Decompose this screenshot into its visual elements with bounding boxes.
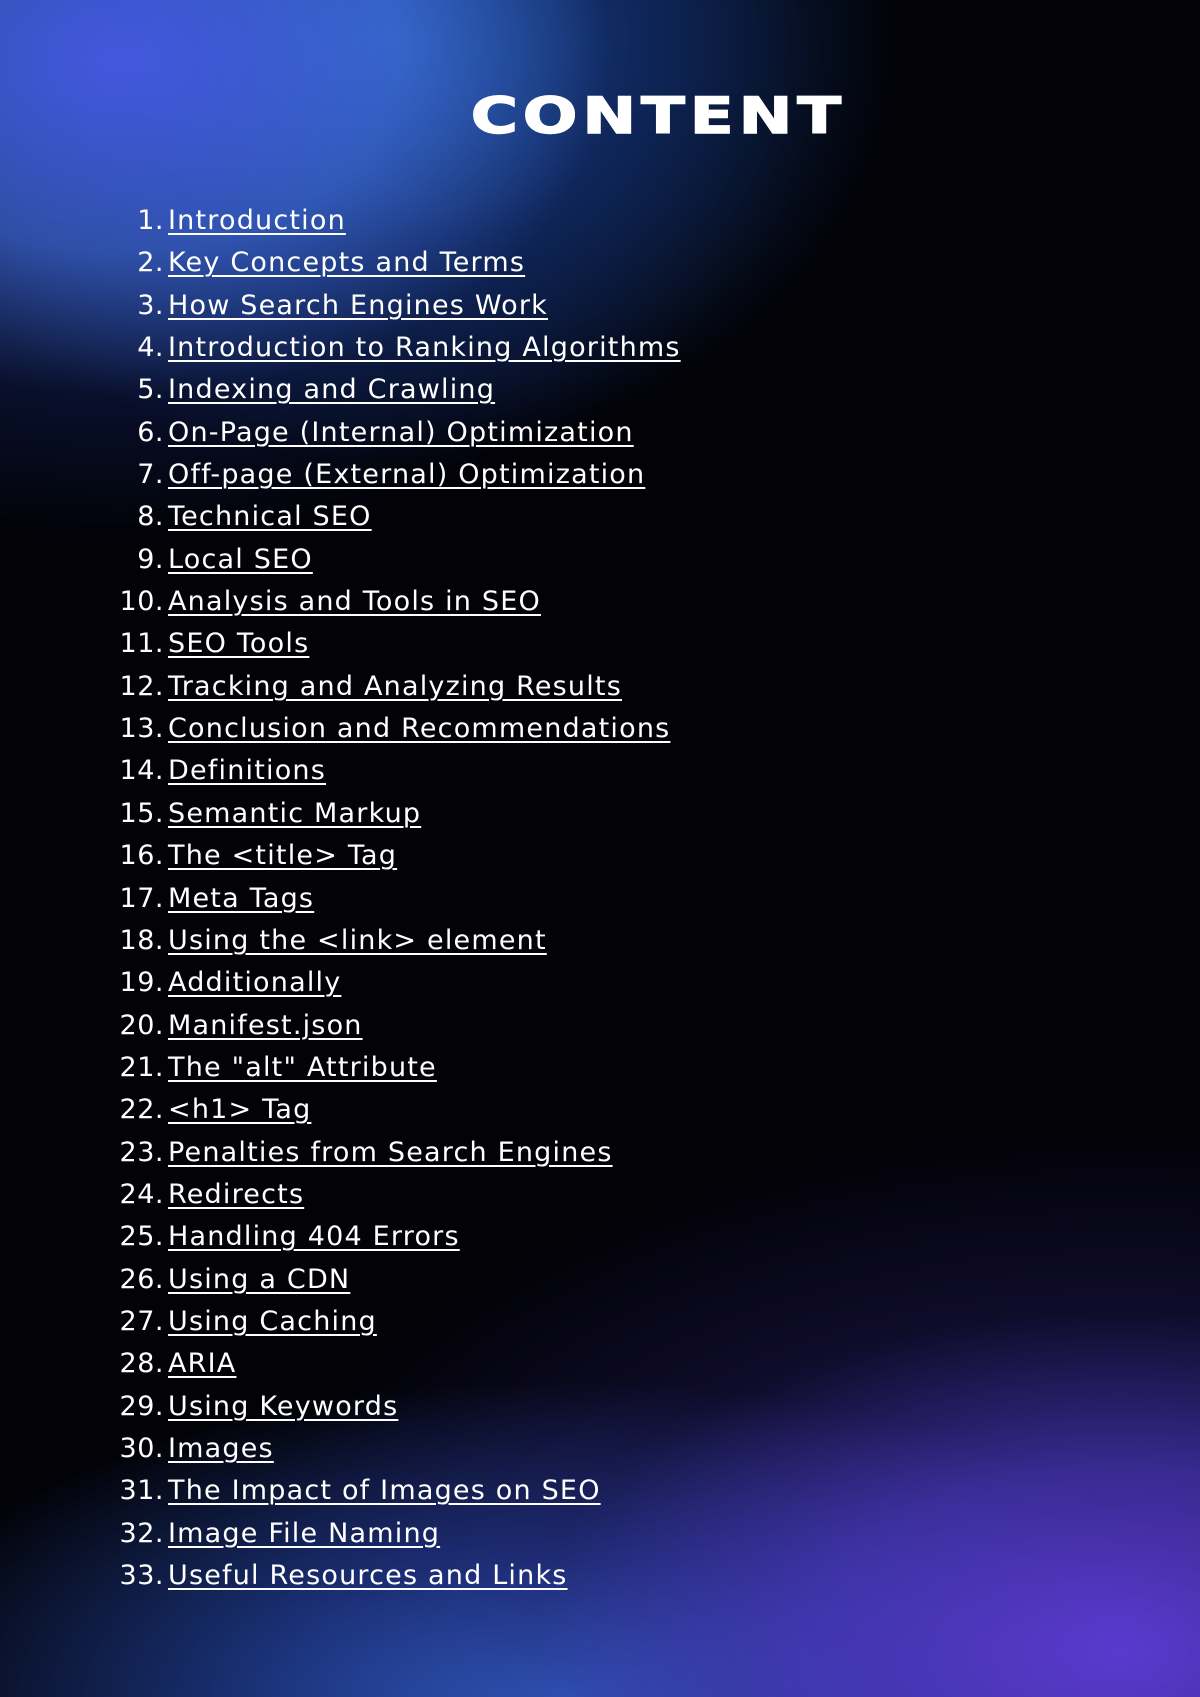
toc-item: [0, 496, 1200, 538]
toc-item: [0, 708, 1200, 750]
toc-item-link[interactable]: How Search Engines Work: [168, 289, 548, 321]
toc-item: [0, 920, 1200, 962]
toc-item-number: 31.: [119, 1475, 164, 1507]
toc-item-link[interactable]: Manifest.json: [168, 1009, 363, 1041]
toc-item-link[interactable]: Conclusion and Recommendations: [168, 713, 671, 745]
toc-item-link[interactable]: Using a CDN: [168, 1263, 351, 1295]
toc-item-link[interactable]: Definitions: [168, 755, 327, 787]
toc-item-number: 15.: [119, 797, 164, 829]
toc-item: [0, 1343, 1200, 1385]
toc-item-number: 1.: [137, 205, 164, 236]
toc-item: [0, 412, 1200, 454]
toc-item: [0, 623, 1200, 665]
toc-item: [0, 539, 1200, 581]
toc-item-link[interactable]: Off-page (External) Optimization: [168, 459, 646, 491]
toc-item-link[interactable]: Using Keywords: [168, 1390, 399, 1422]
toc-item: [0, 454, 1200, 496]
toc-item: [0, 1386, 1200, 1428]
toc-item-number: 27.: [119, 1305, 164, 1337]
toc-item: [0, 1132, 1200, 1174]
toc-item-link[interactable]: Indexing and Crawling: [168, 374, 496, 406]
toc-item-link[interactable]: Tracking and Analyzing Results: [168, 670, 622, 702]
toc-item: [0, 962, 1200, 1004]
toc-item: [0, 1301, 1200, 1343]
toc-item-link[interactable]: Additionally: [168, 967, 342, 999]
toc-item-link[interactable]: SEO Tools: [168, 628, 310, 660]
toc-item: [0, 1005, 1200, 1047]
toc-item-number: 33.: [119, 1560, 164, 1591]
toc-item: [0, 1089, 1200, 1131]
toc-item-link[interactable]: Technical SEO: [168, 501, 372, 533]
toc-item-number: 17.: [119, 882, 164, 914]
toc-item-link[interactable]: Useful Resources and Links: [168, 1560, 568, 1591]
toc-item-number: 30.: [119, 1432, 164, 1464]
toc-item-link[interactable]: Introduction: [168, 205, 346, 236]
toc-item-link[interactable]: The <title> Tag: [168, 840, 398, 872]
toc-item: [0, 1174, 1200, 1216]
toc-item: [0, 242, 1200, 284]
toc-item-number: 21.: [119, 1051, 164, 1083]
toc-item-number: 32.: [119, 1517, 164, 1549]
toc-item-link[interactable]: Handling 404 Errors: [168, 1221, 460, 1253]
toc-item: [0, 200, 1200, 242]
toc-item-number: 12.: [119, 670, 164, 702]
toc-item-link[interactable]: Meta Tags: [168, 882, 315, 914]
toc-item-number: 22.: [119, 1094, 164, 1126]
toc-item-number: 29.: [119, 1390, 164, 1422]
toc-item-number: 5.: [137, 374, 164, 406]
toc-item: [0, 1216, 1200, 1258]
toc-item-link[interactable]: Semantic Markup: [168, 797, 422, 829]
toc-item: [0, 285, 1200, 327]
toc-item-number: 13.: [119, 713, 164, 745]
toc-item-number: 11.: [119, 628, 164, 660]
toc-item: [0, 369, 1200, 411]
toc-item-number: 20.: [119, 1009, 164, 1041]
toc-item-link[interactable]: Image File Naming: [168, 1517, 441, 1549]
toc-item: [0, 1428, 1200, 1470]
toc-item: [0, 666, 1200, 708]
toc-item-link[interactable]: The Impact of Images on SEO: [168, 1475, 601, 1507]
toc-item-link[interactable]: Introduction to Ranking Algorithms: [168, 332, 681, 364]
toc-item-number: 7.: [137, 459, 164, 491]
toc-item: [0, 1470, 1200, 1512]
toc-item-link[interactable]: Key Concepts and Terms: [168, 247, 526, 279]
toc-item-link[interactable]: The "alt" Attribute: [168, 1051, 437, 1083]
page-title-text: CONTENT: [471, 87, 847, 145]
toc-item-link[interactable]: Images: [168, 1432, 274, 1464]
toc-item-number: 25.: [119, 1221, 164, 1253]
toc-item-number: 26.: [119, 1263, 164, 1295]
toc-item-link[interactable]: Penalties from Search Engines: [168, 1136, 613, 1168]
toc-item-link[interactable]: ARIA: [168, 1348, 237, 1380]
toc-item-link[interactable]: Using Caching: [168, 1305, 377, 1337]
toc-item-number: 14.: [119, 755, 164, 787]
toc-item-number: 4.: [137, 332, 164, 364]
toc-item-number: 16.: [119, 840, 164, 872]
table-of-contents: [0, 200, 1200, 1597]
toc-item-link[interactable]: Using the <link> element: [168, 924, 547, 956]
toc-item-link[interactable]: Redirects: [168, 1178, 305, 1210]
toc-item-number: 24.: [119, 1178, 164, 1210]
page-title: [0, 86, 1200, 146]
toc-item-number: 28.: [119, 1348, 164, 1380]
toc-item-number: 19.: [119, 967, 164, 999]
toc-item-number: 8.: [137, 501, 164, 533]
toc-item-number: 18.: [119, 924, 164, 956]
toc-item-number: 3.: [137, 289, 164, 321]
toc-item: [0, 1047, 1200, 1089]
toc-item-link[interactable]: Analysis and Tools in SEO: [168, 586, 541, 618]
toc-item-number: 23.: [119, 1136, 164, 1168]
toc-item: [0, 1513, 1200, 1555]
toc-item-link[interactable]: Local SEO: [168, 543, 313, 575]
toc-item: [0, 878, 1200, 920]
toc-item: [0, 581, 1200, 623]
toc-item: [0, 835, 1200, 877]
toc-item: [0, 327, 1200, 369]
toc-item-number: 10.: [119, 586, 164, 618]
toc-item: [0, 1555, 1200, 1597]
toc-item-number: 6.: [137, 416, 164, 448]
toc-item-link[interactable]: <h1> Tag: [168, 1094, 312, 1126]
toc-item-number: 9.: [137, 543, 164, 575]
toc-item: [0, 793, 1200, 835]
toc-item-link[interactable]: On-Page (Internal) Optimization: [168, 416, 634, 448]
toc-item-number: 2.: [137, 247, 164, 279]
toc-item: [0, 750, 1200, 792]
toc-item: [0, 1259, 1200, 1301]
